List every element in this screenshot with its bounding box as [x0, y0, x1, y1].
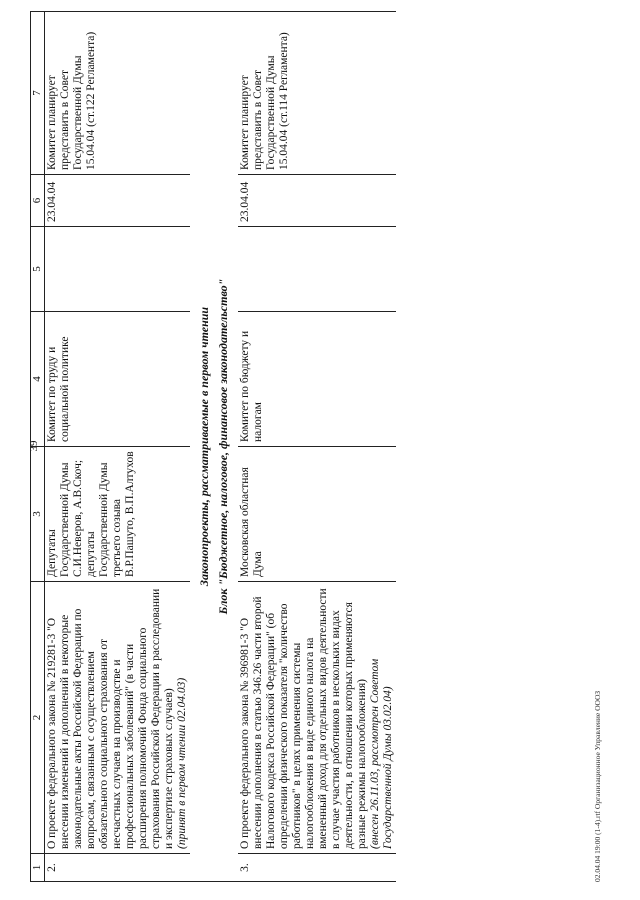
column-number: 5	[31, 227, 45, 312]
column-number: 1	[31, 854, 45, 882]
rotated-sheet	[30, 10, 610, 890]
column-number: 7	[31, 12, 45, 175]
row-number: 3.	[238, 854, 396, 882]
planned-date: 23.04.04	[238, 175, 396, 227]
section-title: Законопроекты, рассматриваемые в первом чтении	[190, 12, 214, 882]
remark: Комитет планирует представить в Совет Государственной Думы 15.04.04 (ст.122 Регламента)	[45, 12, 191, 175]
column-5-cell	[238, 227, 396, 312]
bill-status-note: (внесен 26.11.03, рассмотрен Советом Государственной Думы 03.02.04)	[369, 658, 394, 849]
planned-date: 23.04.04	[45, 175, 191, 227]
page-number: 39	[28, 440, 40, 452]
block-title-row	[214, 12, 238, 882]
column-number: 2	[31, 582, 45, 854]
bill-description	[45, 582, 191, 854]
responsible-committee: Комитет по труду и социальной политике	[45, 312, 191, 447]
table-row	[45, 12, 191, 882]
column-number: 3	[31, 447, 45, 582]
bill-status-note: (принят в первом чтении 02.04.03)	[176, 677, 188, 849]
agenda-table	[30, 11, 396, 882]
bill-initiator: Московская областная Дума	[238, 447, 396, 582]
responsible-committee: Комитет по бюджету и налогам	[238, 312, 396, 447]
column-5-cell	[45, 227, 191, 312]
remark: Комитет планирует представить в Совет Государственной Думы 15.04.04 (ст.114 Регламента)	[238, 12, 396, 175]
footer-note: 02.04.04 19:00 (1-4).rtf Организационное Управление ОООЗ	[593, 690, 602, 882]
bill-description	[238, 582, 396, 854]
table-row	[238, 12, 396, 882]
column-number: 4	[31, 312, 45, 447]
bill-initiator: Депутаты Государственной Думы С.И.Неверов, А.В.Скоч; депутаты Государственной Думы третьего созыва В.Р.Пашуто, В.П.Алтухов	[45, 447, 191, 582]
bill-text: О проекте федерального закона № 396981-3 "О внесении дополнения в статью 346.26 части второй Налогового кодекса Российской Федерации" (об определении физического показателя "количество работников" в целях применения системы налогообложения в виде единого налога на вмененный доход для отдельных видов деятельности в случае участия работников в нескольких видах деятельности, в отношении которых применяются разные режимы налогообложения)	[239, 588, 368, 849]
block-title: Блок "Бюджетное, налоговое, финансовое законодательство"	[214, 12, 238, 882]
section-title-row	[190, 12, 214, 882]
column-number-row	[31, 12, 45, 882]
row-number: 2.	[45, 854, 191, 882]
bill-text: О проекте федерального закона № 219281-3 "О внесении изменений и дополнений в некоторые законодательные акты Российской Федерации по вопросам, связанным с осуществлением обязательного социального страхования от несчастных случаев на производстве и профессиональных заболеваний" (в части расширения полномочий Фонда социального страхования Российской Федерации в расследовании и экспертизе страховых случаев)	[46, 588, 175, 849]
column-number: 6	[31, 175, 45, 227]
